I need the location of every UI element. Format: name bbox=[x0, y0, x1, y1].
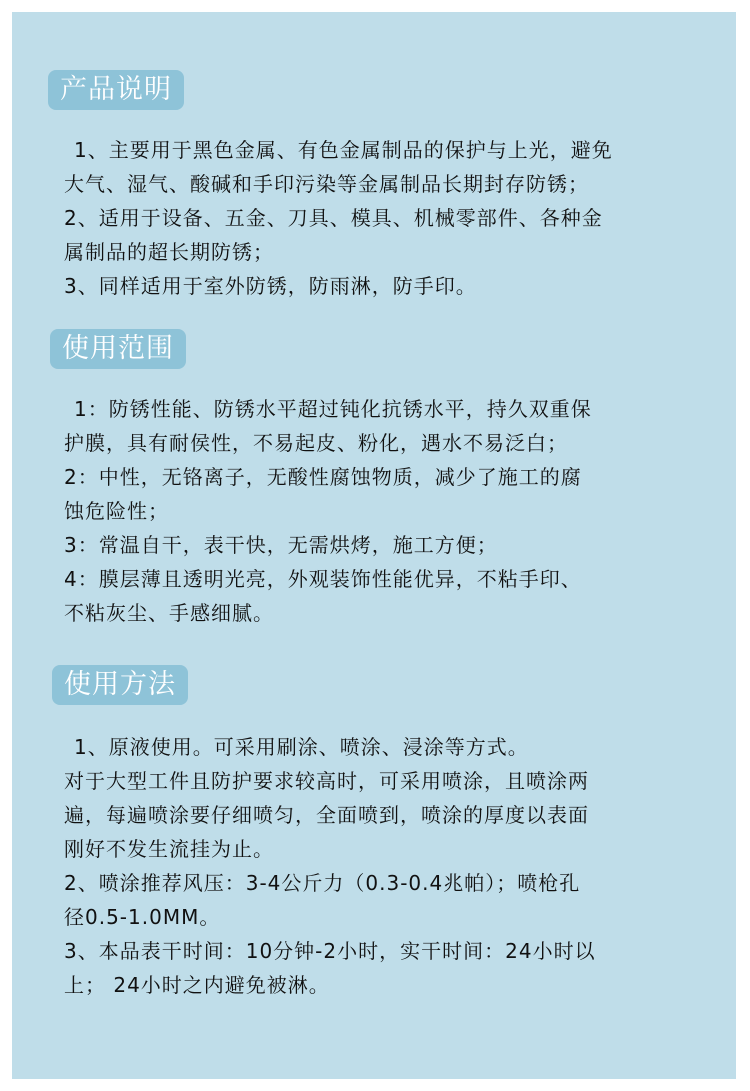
text-line: 遍，每遍喷涂要仔细喷匀，全面喷到，喷涂的厚度以表面 bbox=[64, 803, 589, 827]
text-line: 3：常温自干，表干快，无需烘烤，施工方便； bbox=[64, 533, 498, 557]
text-line: 蚀危险性； bbox=[64, 499, 169, 523]
text-line: 3、同样适用于室外防锈，防雨淋，防手印。 bbox=[64, 274, 477, 298]
text-line: 1：防锈性能、防锈水平超过钝化抗锈水平，持久双重保 bbox=[74, 397, 592, 421]
section-body-scope-of-use bbox=[64, 392, 694, 630]
section-heading-scope-of-use: 使用范围 bbox=[50, 329, 186, 369]
text-line: 2、喷涂推荐风压：3-4公斤力（0.3-0.4兆帕）；喷枪孔 bbox=[64, 871, 581, 895]
section-body-usage-method bbox=[64, 730, 694, 1002]
text-line: 2、适用于设备、五金、刀具、模具、机械零部件、各种金 bbox=[64, 206, 603, 230]
text-line: 2：中性，无铬离子，无酸性腐蚀物质，减少了施工的腐 bbox=[64, 465, 582, 489]
text-line: 大气、湿气、酸碱和手印污染等金属制品长期封存防锈； bbox=[64, 172, 589, 196]
text-line: 护膜，具有耐侯性，不易起皮、粉化，遇水不易泛白； bbox=[64, 431, 568, 455]
text-line: 上； 24小时之内避免被淋。 bbox=[64, 973, 330, 997]
text-line: 属制品的超长期防锈； bbox=[64, 240, 274, 264]
section-heading-usage-method: 使用方法 bbox=[52, 665, 188, 705]
text-line: 1、主要用于黑色金属、有色金属制品的保护与上光，避免 bbox=[74, 138, 613, 162]
text-line: 3、本品表干时间：10分钟-2小时，实干时间：24小时以 bbox=[64, 939, 596, 963]
text-line: 刚好不发生流挂为止。 bbox=[64, 837, 274, 861]
text-line: 1、原液使用。可采用刷涂、喷涂、浸涂等方式。 bbox=[74, 735, 529, 759]
section-body-product-description bbox=[64, 133, 694, 303]
text-line: 4：膜层薄且透明光亮，外观装饰性能优异，不粘手印、 bbox=[64, 567, 582, 591]
text-line: 对于大型工件且防护要求较高时，可采用喷涂，且喷涂两 bbox=[64, 769, 589, 793]
content-panel bbox=[12, 12, 736, 1079]
text-line: 径0.5-1.0MM。 bbox=[64, 905, 221, 929]
text-line: 不粘灰尘、手感细腻。 bbox=[64, 601, 274, 625]
section-heading-product-description: 产品说明 bbox=[48, 70, 184, 110]
